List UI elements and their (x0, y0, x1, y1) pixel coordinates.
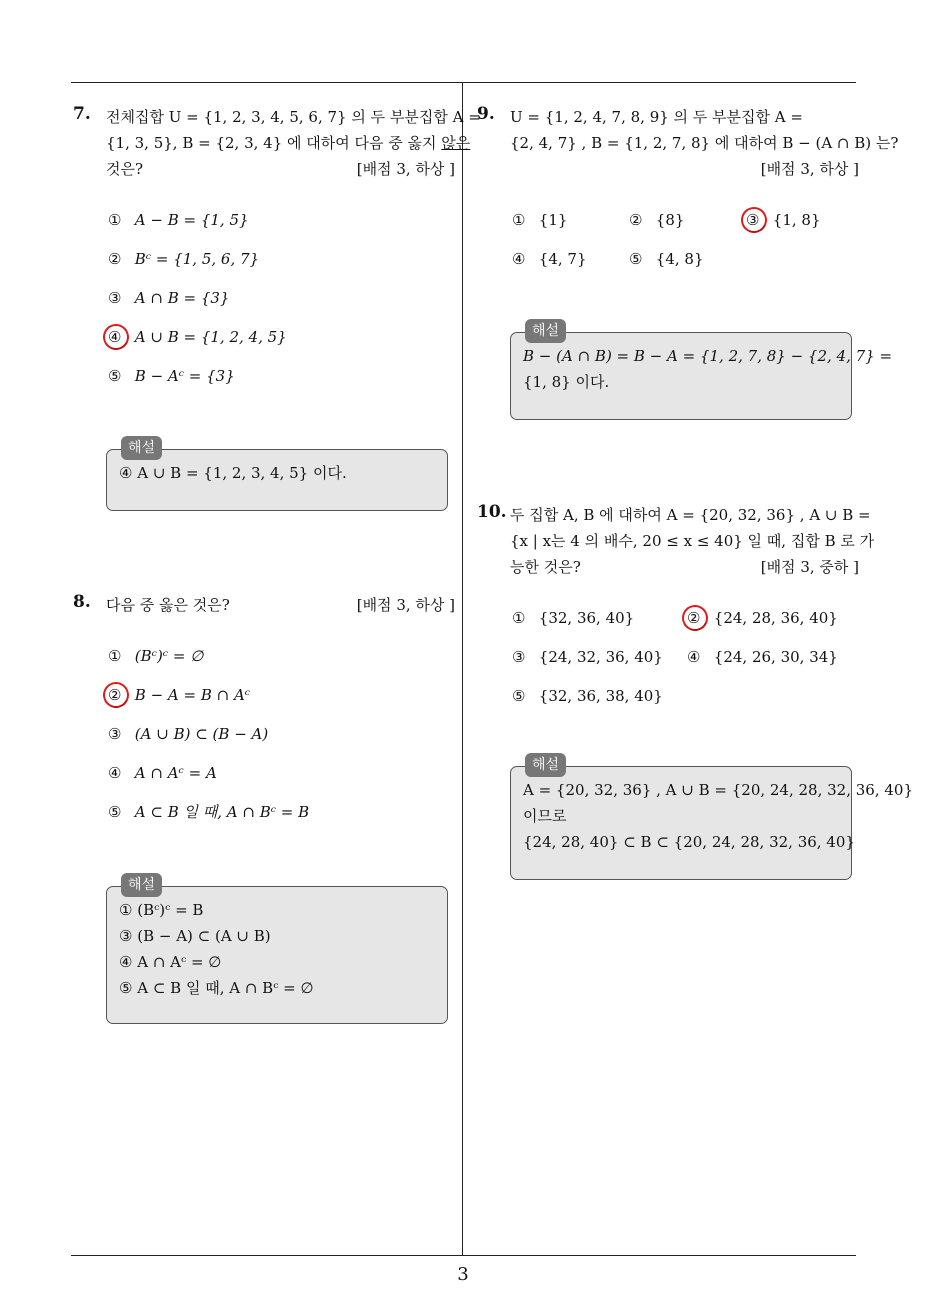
problem-number: 10. (477, 502, 507, 522)
choice-5[interactable]: ⑤ {4, 8} (629, 250, 704, 268)
choice-1[interactable]: ① (Bᶜ)ᶜ = ∅ (108, 647, 204, 665)
problem-text: 두 집합 A, B 에 대하여 A = {20, 32, 36} , A ∪ B = {x | x는 4 의 배수, 20 ≤ x ≤ 40} 일 때, 집합 B 로 가 능한 것은? [배점 3, 중하 ] (510, 502, 859, 580)
problem-text: 다음 중 옳은 것은? [배점 3, 하상 ] (106, 592, 455, 618)
choice-3[interactable]: ③ {24, 32, 36, 40} (512, 648, 663, 666)
solution-label: 해설 (121, 436, 162, 460)
problem-10 (477, 502, 914, 851)
solution-box: 해설 A = {20, 32, 36} , A ∪ B = {20, 24, 28, 32, 36, 40} 이므로 {24, 28, 40} ⊂ B ⊂ {20, 24, 28, 32, 36, 40} (510, 766, 852, 880)
solution-label: 해설 (121, 873, 162, 897)
choice-4[interactable]: ④ {24, 26, 30, 34} (687, 648, 838, 666)
problem-7 (73, 104, 481, 482)
problem-text: 전체집합 U = {1, 2, 3, 4, 5, 6, 7} 의 두 부분집합 A = {1, 3, 5}, B = {2, 3, 4} 에 대하여 다음 중 옳지 않은 것은? [배점 3, 하상 ] (106, 104, 455, 182)
choice-1[interactable]: ① {1} (512, 211, 568, 229)
top-rule (71, 82, 856, 83)
choice-3[interactable]: ③ A ∩ B = {3} (108, 289, 230, 307)
choice-4[interactable]: ④ A ∩ Aᶜ = A (108, 764, 217, 782)
score-tag: [배점 3, 하상 ] (356, 596, 455, 614)
solution-box: 해설 ① (Bᶜ)ᶜ = B ③ (B − A) ⊂ (A ∪ B) ④ A ∩ Aᶜ = ∅ ⑤ A ⊂ B 일 때, A ∩ Bᶜ = ∅ (106, 886, 448, 1024)
problem-9 (477, 104, 899, 391)
problem-8 (73, 592, 455, 997)
answer-mark-circle (99, 678, 132, 711)
choice-2[interactable]: ② {24, 28, 36, 40} (687, 608, 838, 628)
choice-5[interactable]: ⑤ {32, 36, 38, 40} (512, 687, 663, 705)
answer-mark-circle (99, 320, 132, 353)
bottom-rule (71, 1255, 856, 1256)
problem-number: 9. (477, 104, 495, 124)
choice-4[interactable]: ④ {4, 7} (512, 250, 587, 268)
page-number: 3 (457, 1264, 469, 1285)
solution-label: 해설 (525, 753, 566, 777)
choice-5[interactable]: ⑤ A ⊂ B 일 때, A ∩ Bᶜ = B (108, 803, 310, 821)
solution-label: 해설 (525, 319, 566, 343)
choice-1[interactable]: ① A − B = {1, 5} (108, 211, 249, 229)
choice-2[interactable]: ② {8} (629, 211, 685, 229)
answer-mark-circle (678, 601, 711, 634)
choice-2[interactable]: ② B − A = B ∩ Aᶜ (108, 685, 250, 705)
choice-3[interactable]: ③ (A ∪ B) ⊂ (B − A) (108, 725, 269, 743)
choice-4[interactable]: ④ A ∪ B = {1, 2, 4, 5} (108, 327, 287, 347)
choice-3[interactable]: ③ {1, 8} (746, 210, 821, 230)
choice-1[interactable]: ① {32, 36, 40} (512, 609, 635, 627)
problem-number: 7. (73, 104, 91, 124)
solution-box: 해설 B − (A ∩ B) = B − A = {1, 2, 7, 8} − {2, 4, 7} = {1, 8} 이다. (510, 332, 852, 420)
answer-mark-circle (737, 203, 770, 236)
solution-box: 해설 ④ A ∪ B = {1, 2, 3, 4, 5} 이다. (106, 449, 448, 511)
score-tag: [배점 3, 하상 ] (356, 160, 455, 178)
choice-2[interactable]: ② Bᶜ = {1, 5, 6, 7} (108, 250, 260, 268)
choice-5[interactable]: ⑤ B − Aᶜ = {3} (108, 367, 235, 385)
column-divider (462, 83, 463, 1255)
score-tag: [배점 3, 하상 ] (760, 160, 859, 178)
problem-text: U = {1, 2, 4, 7, 8, 9} 의 두 부분집합 A = {2, 4, 7} , B = {1, 2, 7, 8} 에 대하여 B − (A ∩ B) 는? [배점 3, 하상 ] (510, 104, 859, 182)
score-tag: [배점 3, 중하 ] (760, 558, 859, 576)
underlined-word: 않은 (441, 134, 471, 152)
problem-number: 8. (73, 592, 91, 612)
